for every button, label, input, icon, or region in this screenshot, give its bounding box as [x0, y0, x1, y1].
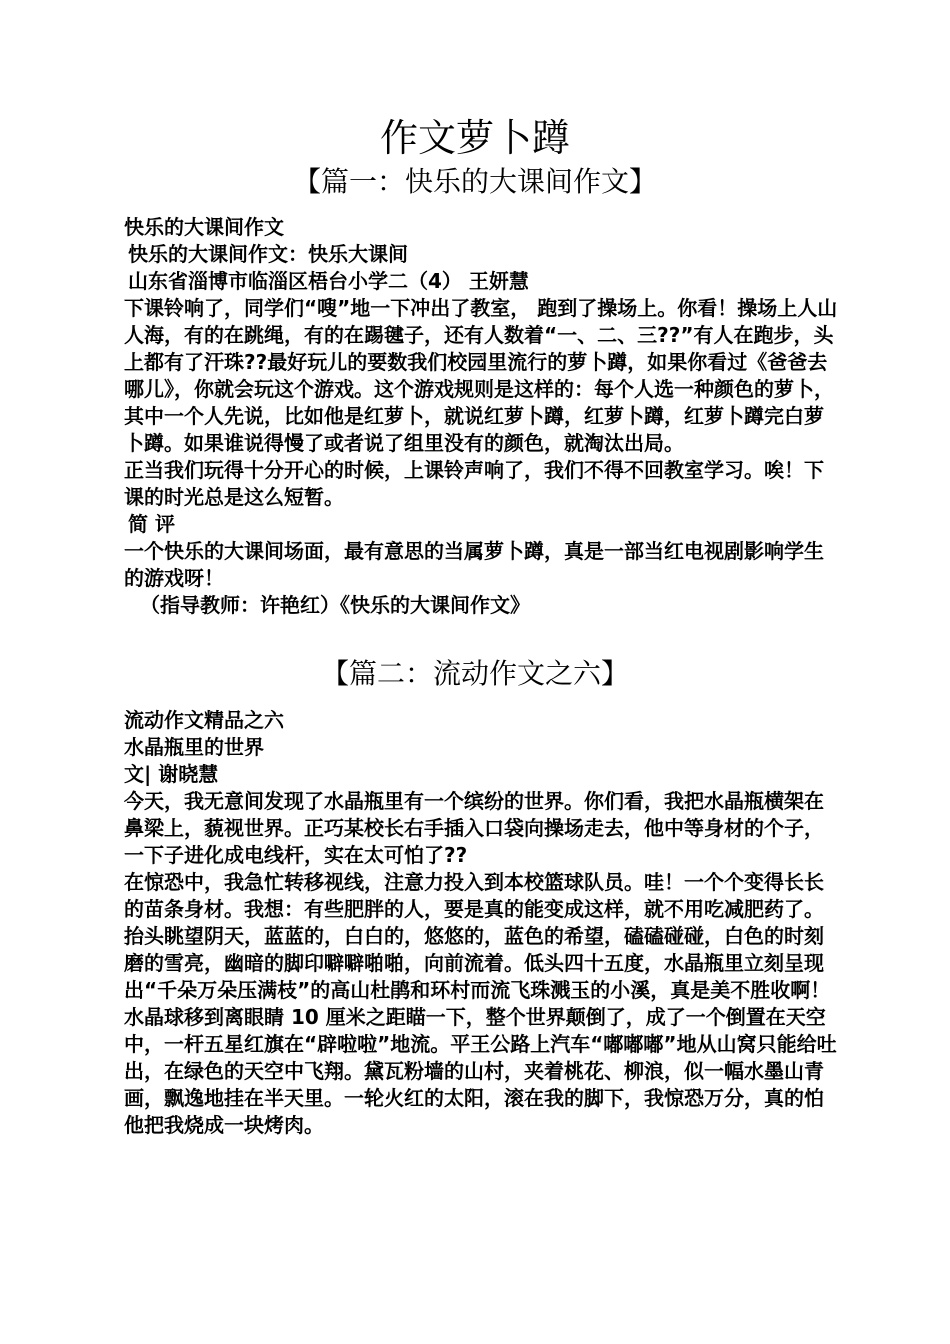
section-heading-1: 【篇一：快乐的大课间作文】 [292, 165, 657, 198]
review-heading: 简 评 [128, 512, 175, 536]
teacher-credit: （指导教师：许艳红）《快乐的大课间作文》 [140, 593, 530, 617]
review-paragraph: 一个快乐的大课间场面，最有意思的当属萝卜蹲，真是一部当红电视剧影响学生的游戏呀！ [124, 539, 824, 590]
author-line: 文| 谢晓慧 [124, 762, 219, 786]
paragraph: 在惊恐中，我急忙转移视线，注意力投入到本校篮球队员。哇！一个个变得长长的苗条身材。我想：有些肥胖的人，要是真的能变成这样，就不用吃减肥药了。 [124, 870, 824, 921]
section-heading-2: 【篇二：流动作文之六】 [320, 657, 629, 690]
paragraph: 今天，我无意间发现了水晶瓶里有一个缤纷的世界。你们看，我把水晶瓶横架在鼻梁上，藐视世界。正巧某校长右手插入口袋向操场走去，他中等身材的个子，一下子进化成电线杆，实在太可怕了?? [124, 789, 824, 867]
section-2-body [116, 707, 838, 1139]
essay-subtitle: 水晶瓶里的世界 [124, 735, 264, 759]
essay-title: 流动作文精品之六 [124, 708, 284, 732]
paragraph: 正当我们玩得十分开心的时候，上课铃声响了，我们不得不回教室学习。唉！下课的时光总是这么短暂。 [124, 458, 824, 509]
document-title: 作文萝卜蹲 [379, 116, 570, 160]
paragraph: 抬头眺望阴天，蓝蓝的，白白的，悠悠的，蓝色的希望，磕磕碰碰，白色的时刻磨的雪亮，幽暗的脚印噼噼啪啪，向前流着。低头四十五度，水晶瓶里立刻呈现出“千朵万朵压满枝”的高山杜鹃和环村而流飞珠溅玉的小溪，真是美不胜收啊！ [124, 924, 831, 1002]
paragraph: 水晶球移到离眼睛 10 厘米之距瞄一下，整个世界颠倒了，成了一个倒置在天空中，一杆五星红旗在“辟啦啦”地流。平王公路上汽车“嘟嘟嘟”地从山窝只能给吐出，在绿色的天空中飞翔。黛瓦粉墙的山村，夹着桃花、柳浪，似一幅水墨山青画，飘逸地挂在半天里。一轮火红的太阳，滚在我的脚下，我惊恐万分，真的怕他把我烧成一块烤肉。 [124, 1005, 837, 1137]
paragraph: 下课铃响了，同学们“嗖”地一下冲出了教室， 跑到了操场上。你看！操场上人山人海，有的在跳绳，有的在踢毽子，还有人数着“一、二、三??”有人在跑步，头上都有了汗珠??最好玩儿的要数我们校园里流行的萝卜蹲，如果你看过《爸爸去哪儿》，你就会玩这个游戏。这个游戏规则是这样的：每个人选一种颜色的萝卜，其中一个人先说，比如他是红萝卜，就说红萝卜蹲，红萝卜蹲，红萝卜蹲完白萝卜蹲。如果谁说得慢了或者说了组里没有的颜色，就淘汰出局。 [124, 296, 838, 455]
author-line: 山东省淄博市临淄区梧台小学二（4） 王妍慧 [128, 269, 529, 293]
section-1-body [116, 214, 838, 619]
essay-title: 快乐的大课间作文 [124, 215, 284, 239]
essay-subtitle: 快乐的大课间作文：快乐大课间 [128, 242, 408, 266]
